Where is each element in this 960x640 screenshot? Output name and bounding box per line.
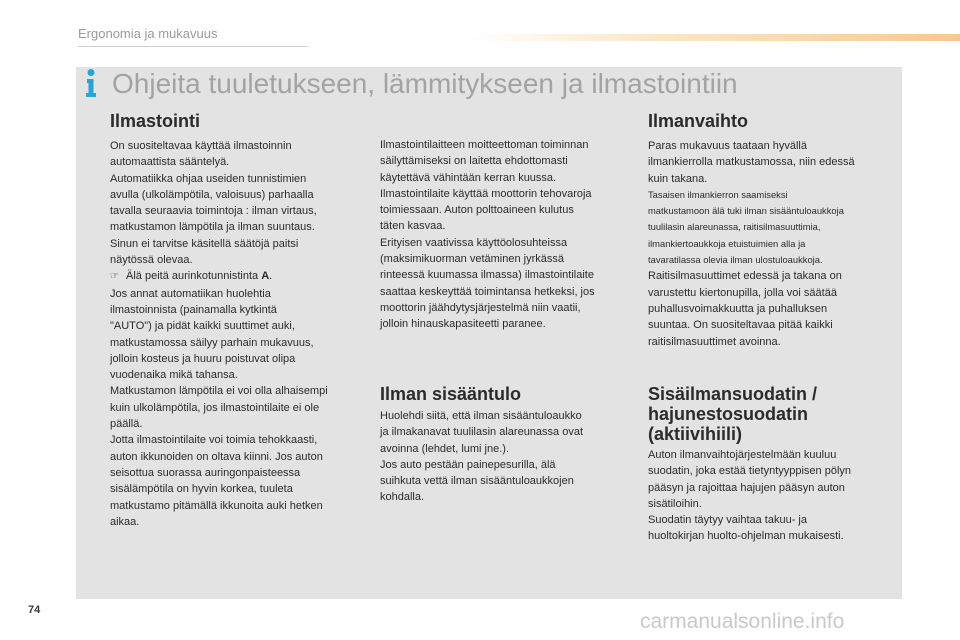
text-line: Jos auto pestään painepesurilla, älä [380, 458, 556, 471]
text-line: "AUTO") ja pidät kaikki suuttimet auki, [110, 320, 295, 333]
text-line: Jos annat automatiikan huolehtia [110, 287, 271, 300]
text-line: Sinun ei tarvitse käsitellä säätöjä paitsi [110, 237, 299, 250]
ilmastointi-continued [380, 137, 630, 333]
text-line: vuodenaika mikä tahansa. [110, 369, 238, 382]
note-sensor-label: A [261, 270, 270, 283]
text-line: suuntaa. On suositeltavaa pitää kaikki [648, 319, 833, 332]
text-line: toimiessaan. Auton polttoaineen kulutus [380, 204, 574, 217]
text-line: seisottua suorassa auringonpaisteessa [110, 466, 301, 479]
text-line: varustettu kiertonupilla, jolla voi säätää [648, 286, 837, 299]
text-line: kuin takana. [648, 172, 708, 185]
text-line: ja ilmakanavat tuulilasin alareunassa ovat [380, 426, 584, 439]
text-line: kohdalla. [380, 491, 425, 504]
text-line: sisälämpötila on hyvin korkea, tuuleta [110, 483, 293, 496]
heading-line: Sisäilmansuodatin / [648, 384, 818, 404]
page-number: 74 [28, 604, 41, 616]
suodatin-text [648, 447, 893, 545]
text-line: raitisilmasuuttimet avoinna. [648, 335, 781, 348]
text-line: rinteessä kuumassa ilmassa) ilmastointilaite [380, 269, 594, 282]
text-line: saattaa keskeyttää toimintansa hetkeksi, jos [380, 285, 595, 298]
note-end: . [269, 270, 273, 283]
text-line: (maksimikuorman vetäminen jyrkässä [380, 253, 564, 266]
page-title: Ohjeita tuuletukseen, lämmitykseen ja ilmastointiin [112, 68, 738, 99]
accent-gradient-bar [470, 34, 960, 41]
text-line: Auton ilmanvaihtojärjestelmään kuuluu [648, 449, 837, 461]
text-line: täten kasvaa. [380, 220, 446, 233]
text-line: Ilmastointilaite käyttää moottorin tehovaroja [380, 187, 592, 200]
text-line: auton ikkunoiden on oltava kiinni. Jos auton [110, 450, 323, 463]
heading-line: hajunestosuodatin [648, 404, 809, 424]
ilmastointi-section [110, 110, 360, 530]
ilmanvaihto-text [648, 138, 893, 187]
text-line: automaattista sääntelyä. [110, 156, 230, 169]
ilmanvaihto-small-text [648, 187, 893, 268]
note-text: Älä peitä aurinkotunnistinta [126, 270, 262, 283]
info-icon [84, 68, 98, 98]
ilmanvaihto-heading: Ilmanvaihto [648, 111, 749, 131]
text-line: Paras mukavuus taataan hyvällä [648, 140, 807, 152]
text-line: ilmankiertoaukkoja etuistuimien alla ja [648, 237, 806, 249]
text-line: Ilmastointilaitteen moitteettoman toiminnan [380, 139, 589, 151]
text-line: Raitisilmasuuttimet edessä ja takana on [648, 270, 842, 283]
suodatin-heading [648, 384, 893, 444]
pointing-hand-icon: ☞ [110, 271, 119, 283]
text-line: pääsyn ja rajoittaa hajujen pääsyn auton [648, 481, 845, 494]
text-line: jolloin kosteus ja huuru poistuvat olipa [110, 352, 296, 365]
ilmastointi-text [110, 138, 360, 530]
text-line: käytettävä vähintään kerran kuussa. [380, 171, 557, 184]
ilman-sisaantulo-heading: Ilman sisääntulo [380, 384, 522, 404]
header-divider [78, 46, 308, 47]
text-line: matkustamossa säilyy parhain mukavuus, [110, 336, 314, 349]
text-line: sisätiloihin. [648, 497, 702, 510]
sensor-note [110, 268, 360, 285]
text-line: matkustamo pitämällä ikkunoita auki hetken [110, 499, 323, 512]
text-line: ilmastoinnista (painamalla kytkintä [110, 303, 277, 316]
text-line: Jotta ilmastointilaite voi toimia tehokkaasti, [110, 434, 318, 447]
text-line: moottorin jäähdytysjärjestelmä niin vaatii, [380, 301, 581, 314]
section-header: Ergonomia ja mukavuus [78, 26, 218, 41]
text-line: puhallusvoimakkuutta ja puhalluksen [648, 302, 828, 315]
text-line: jolloin hinauskapasiteetti paranee. [380, 318, 546, 331]
text-line: suodatin, joka estää tietyntyyppisen pölyn [648, 465, 852, 478]
text-line: säilyttämiseksi on laitetta ehdottomasti [380, 155, 568, 168]
text-line: ilmankierrolla matkustamossa, niin edessä [648, 156, 855, 169]
text-line: On suositeltavaa käyttää ilmastoinnin [110, 140, 292, 152]
text-line: matkustamoon älä tuki ilman sisääntuloaukkoja [648, 205, 844, 217]
watermark: carmanualsonline.info [640, 610, 845, 633]
text-line: avoinna (lehdet, lumi jne.). [380, 442, 510, 455]
text-line: huoltokirjan huolto-ohjelman mukaisesti. [648, 530, 844, 543]
text-line: Matkustamon lämpötila ei voi olla alhaisempi [110, 385, 328, 398]
ilman-sisaantulo-text [380, 408, 630, 506]
text-line: Erityisen vaativissa käyttöolosuhteissa [380, 236, 568, 249]
ilmanvaihto-text-2 [648, 268, 893, 349]
text-line: kuin ulkolämpötila, jos ilmastointilaite ei ole [110, 401, 320, 414]
ilmanvaihto-section [648, 110, 893, 350]
text-line: Tasaisen ilmankierron saamiseksi [648, 188, 788, 200]
text-line: tuulilasin alareunassa, raitisilmasuuttimia, [648, 221, 821, 233]
text-line: matkustamon lämpötila ja ilman suuntaus. [110, 221, 315, 234]
text-line: avulla (ulkolämpötila, valoisuus) parhaalla [110, 188, 314, 201]
text-line: aikaa. [110, 515, 140, 528]
text-line: näytössä olevaa. [110, 254, 193, 267]
text-line: suihkuta vettä ilman sisääntuloaukkojen [380, 475, 574, 488]
ilmastointi-heading: Ilmastointi [110, 111, 201, 131]
text-line: Suodatin täytyy vaihtaa takuu- ja [648, 514, 807, 527]
heading-line: (aktiivihiili) [648, 424, 743, 444]
text-line: Automatiikka ohjaa useiden tunnistimien [110, 172, 307, 185]
text-line: päällä. [110, 418, 143, 431]
text-line: tavaratilassa olevia ilman ulostuloaukkoja. [648, 254, 823, 266]
text-line: Huolehdi siitä, että ilman sisääntuloaukko [380, 410, 582, 422]
col2-text [380, 137, 630, 333]
text-line: tavalla seuraavia toimintoja : ilman virtaus, [110, 205, 317, 218]
